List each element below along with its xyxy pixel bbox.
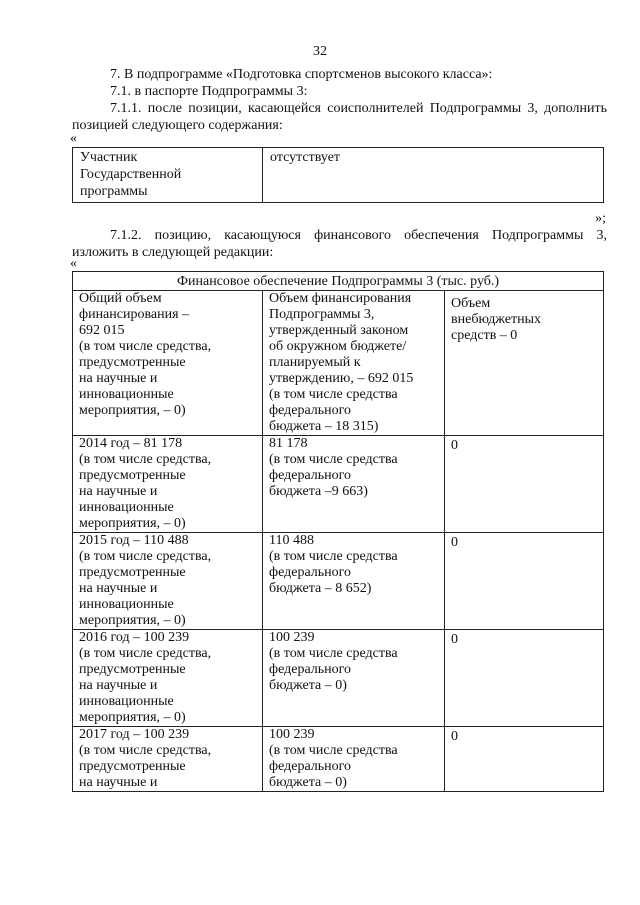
table-row xyxy=(73,727,604,792)
participant-table xyxy=(72,147,604,203)
table-cell xyxy=(445,533,604,630)
cell-line: (в том числе средства, xyxy=(79,646,212,661)
paragraph-7-1-1: 7.1.1. после позиции, касающейся соисполнителей Подпрограммы 3, дополнить позицией следующего содержания: xyxy=(72,101,607,133)
cell-line: бюджета – 8 652) xyxy=(269,581,372,596)
cell-line: инновационные xyxy=(79,597,174,612)
table-cell xyxy=(445,436,604,533)
opening-quote-2: « xyxy=(70,256,77,271)
cell-line: предусмотренные xyxy=(79,759,186,774)
paragraph-7: 7. В подпрограмме «Подготовка спортсменов высокого класса»: xyxy=(110,67,493,82)
table-header-row xyxy=(73,272,604,291)
cell-line: 100 239 xyxy=(269,630,315,645)
cell-line: на научные и xyxy=(79,581,158,596)
cell-line: 2015 год – 110 488 xyxy=(79,533,189,548)
cell-line: на научные и xyxy=(79,371,158,386)
cell-line: 2016 год – 100 239 xyxy=(79,630,190,645)
cell-line: бюджета – 0) xyxy=(269,678,347,693)
cell-line: программы xyxy=(80,184,148,199)
table-cell xyxy=(445,291,604,436)
cell-line: Объем xyxy=(451,296,491,311)
cell-line: утверждению, – 692 015 xyxy=(269,371,414,386)
page-number: 32 xyxy=(313,44,327,59)
cell-line: (в том числе средства, xyxy=(79,452,212,467)
cell-line: инновационные xyxy=(79,387,174,402)
cell-line: инновационные xyxy=(79,694,174,709)
cell-line: федерального xyxy=(269,565,352,580)
cell-line: 2017 год – 100 239 xyxy=(79,727,190,742)
table-cell xyxy=(73,727,263,792)
cell-line: 692 015 xyxy=(79,323,125,338)
participant-label-cell xyxy=(73,148,263,203)
cell-line: (в том числе средства xyxy=(269,646,398,661)
cell-line: (в том числе средства xyxy=(269,549,398,564)
cell-line: 110 488 xyxy=(269,533,314,548)
table-cell xyxy=(263,727,445,792)
table-cell xyxy=(445,630,604,727)
cell-line: 0 xyxy=(451,729,458,744)
table-row xyxy=(73,148,604,203)
table-cell xyxy=(263,436,445,533)
cell-line: Общий объем xyxy=(79,291,162,306)
cell-line: планируемый к xyxy=(269,355,361,370)
table-cell xyxy=(263,533,445,630)
table-cell xyxy=(73,533,263,630)
cell-line: на научные и xyxy=(79,484,158,499)
cell-line: предусмотренные xyxy=(79,565,186,580)
closing-quote: »; xyxy=(595,211,606,226)
cell-line: инновационные xyxy=(79,500,174,515)
cell-line: предусмотренные xyxy=(79,662,186,677)
cell-line: мероприятия, – 0) xyxy=(79,403,186,418)
cell-line: (в том числе средства xyxy=(269,387,398,402)
table-row xyxy=(73,533,604,630)
cell-line: федерального xyxy=(269,403,352,418)
cell-line: бюджета –9 663) xyxy=(269,484,368,499)
cell-line: Объем финансирования xyxy=(269,291,412,306)
cell-line: (в том числе средства, xyxy=(79,743,212,758)
table-row xyxy=(73,630,604,727)
paragraph-7-1: 7.1. в паспорте Подпрограммы 3: xyxy=(110,84,308,99)
cell-line: внебюджетных xyxy=(451,312,542,327)
cell-line: мероприятия, – 0) xyxy=(79,710,186,725)
cell-line: федерального xyxy=(269,468,352,483)
table-row xyxy=(73,436,604,533)
table-header: Финансовое обеспечение Подпрограммы 3 (тыс. руб.) xyxy=(73,272,604,291)
financing-table xyxy=(72,271,604,792)
table-cell xyxy=(263,630,445,727)
cell-line: на научные и xyxy=(79,775,158,790)
cell-line: (в том числе средства, xyxy=(79,339,212,354)
cell-line: об окружном бюджете/ xyxy=(269,339,407,354)
cell-line: Участник xyxy=(80,150,138,165)
cell-line: бюджета – 18 315) xyxy=(269,419,379,434)
cell-line: 100 239 xyxy=(269,727,315,742)
cell-line: 0 xyxy=(451,535,458,550)
paragraph-7-1-2: 7.1.2. позицию, касающуюся финансового обеспечения Подпрограммы 3, изложить в следующей редакции: xyxy=(72,228,607,260)
table-row xyxy=(73,291,604,436)
cell-line: средств – 0 xyxy=(451,328,518,343)
table-cell xyxy=(73,630,263,727)
cell-line: 81 178 xyxy=(269,436,308,451)
cell-line: (в том числе средства xyxy=(269,743,398,758)
cell-line: мероприятия, – 0) xyxy=(79,516,186,531)
cell-line: на научные и xyxy=(79,678,158,693)
cell-line: федерального xyxy=(269,759,352,774)
cell-line: 0 xyxy=(451,632,458,647)
cell-line: 2014 год – 81 178 xyxy=(79,436,183,451)
cell-line: Государственной xyxy=(80,167,182,182)
table-cell xyxy=(445,727,604,792)
cell-line: (в том числе средства, xyxy=(79,549,212,564)
cell-line: 0 xyxy=(451,438,458,453)
cell-line: утвержденный законом xyxy=(269,323,409,338)
cell-line: федерального xyxy=(269,662,352,677)
cell-line: предусмотренные xyxy=(79,355,186,370)
cell-line: финансирования – xyxy=(79,307,190,322)
table-cell xyxy=(263,291,445,436)
participant-value-cell: отсутствует xyxy=(263,148,604,203)
table-cell xyxy=(73,436,263,533)
cell-line: Подпрограммы 3, xyxy=(269,307,375,322)
cell-line: бюджета – 0) xyxy=(269,775,347,790)
cell-line: предусмотренные xyxy=(79,468,186,483)
opening-quote-1: « xyxy=(70,131,77,146)
cell-line: (в том числе средства xyxy=(269,452,398,467)
table-cell xyxy=(73,291,263,436)
cell-line: мероприятия, – 0) xyxy=(79,613,186,628)
